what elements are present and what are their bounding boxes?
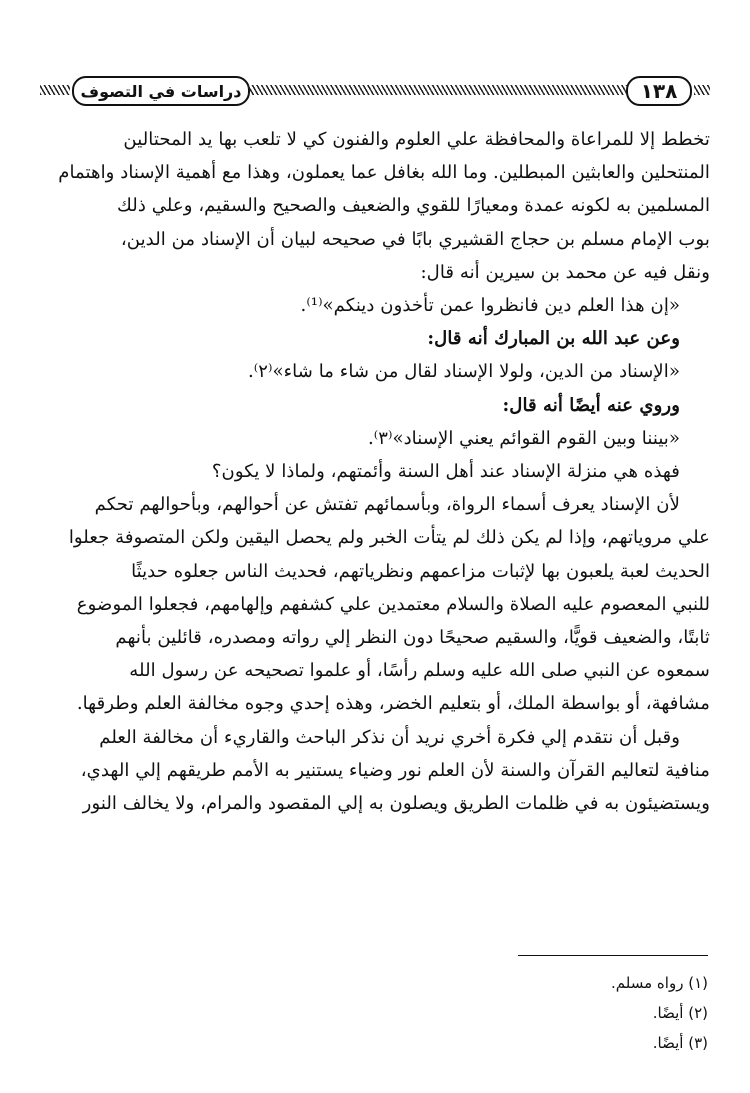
text-line: المسلمين به لكونه عمدة ومعيارًا للقوي والضعيف والصحيح والسقيم، وعلي ذلك	[116, 195, 710, 217]
quote-ibn-mubarak: «الإسناد من الدين، ولولا الإسناد لقال من شاء ما شاء»⁽٢⁾.	[247, 361, 680, 383]
footnotes	[408, 968, 708, 1058]
rhetorical-question: فهذه هي منزلة الإسناد عند أهل السنة وأئمتهم، ولماذا لا يكون؟	[211, 461, 680, 483]
footnote-3: (٣) أيضًا.	[652, 1034, 708, 1052]
text-line: بوب الإمام مسلم بن حجاج القشيري بابًا في صحيحه لبيان أن الإسناد من الدين،	[120, 228, 710, 250]
text-line: سمعوه عن النبي صلى الله عليه وسلم رأسًا، أو علموا تصحيحه عن رسول الله	[129, 660, 710, 682]
text-line: علي مروياتهم، وإذا لم يكن ذلك لم يتأت الخبر ولم يحصل اليقين ولكن المتصوفة جعلوا	[68, 527, 710, 549]
text-line: لأن الإسناد يعرف أسماء الرواة، وبأسمائهم تفتش عن أحوالهم، وبأحوالهم تحكم	[94, 494, 680, 516]
text-line: ثابتًا، والضعيف قويًّا، والسقيم صحيحًا دون النظر إلي رواته ومصدره، قائلين بأنهم	[115, 627, 710, 649]
text-line: تخطط إلا للمراعاة والمحافظة علي العلوم والفنون كي لا تلعب بها يد المحتالين	[123, 129, 710, 150]
book-title: دراسات في التصوف	[72, 76, 250, 106]
footnote-1: (١) رواه مسلم.	[611, 974, 708, 992]
quote-ibn-mubarak-2: «بيننا وبين القوم القوائم يعني الإسناد»⁽٣⁾.	[367, 427, 680, 449]
footnote-2: (٢) أيضًا.	[652, 1004, 708, 1022]
header-ornament-right	[694, 85, 710, 95]
main-text	[42, 123, 710, 820]
text-line: المنتحلين والعابثين المبطلين. وما الله بغافل عما يعملون، وهذا مع أهمية الإسناد واهتمام	[58, 162, 710, 184]
page-number: ١٣٨	[626, 76, 692, 106]
footnote-separator	[518, 955, 708, 956]
text-line: الحديث لعبة يلعبون بها لإثبات مزاعمهم ونظرياتهم، فحديث الناس جعلوه حديثًا	[131, 560, 710, 582]
header-ornament-left	[40, 85, 70, 95]
text-line: مشافهة، أو بواسطة الملك، أو بتعليم الخضر، وهذه إحدي وجوه مخالفة العلم وطرقها.	[76, 693, 710, 715]
text-line: ويستضيئون به في ظلمات الطريق ويصلون به إلي المقصود والمرام، ولا يخالف النور	[82, 793, 710, 815]
quote-ibn-sirin: «إن هذا العلم دين فانظروا عمن تأخذون دينكم»⁽¹⁾.	[300, 295, 680, 317]
text-line: وقبل أن نتقدم إلي فكرة أخري نريد أن نذكر الباحث والقاريء أن مخالفة العلم	[99, 726, 680, 748]
attribution-ibn-mubarak-2: وروي عنه أيضًا أنه قال:	[502, 394, 680, 416]
running-header	[40, 72, 710, 108]
header-ornament-middle	[248, 85, 628, 95]
text-line: للنبي المعصوم عليه الصلاة والسلام معتمدين علي كشفهم وإلهامهم، فجعلوا الموضوع	[76, 593, 710, 615]
text-line: منافية لتعاليم القرآن والسنة لأن العلم نور وضياء يستنير به الأمم طريقهم إلي الهدي،	[80, 759, 710, 781]
attribution-ibn-mubarak: وعن عبد الله بن المبارك أنه قال:	[427, 328, 680, 350]
text-line: ونقل فيه عن محمد بن سيرين أنه قال:	[420, 261, 710, 283]
